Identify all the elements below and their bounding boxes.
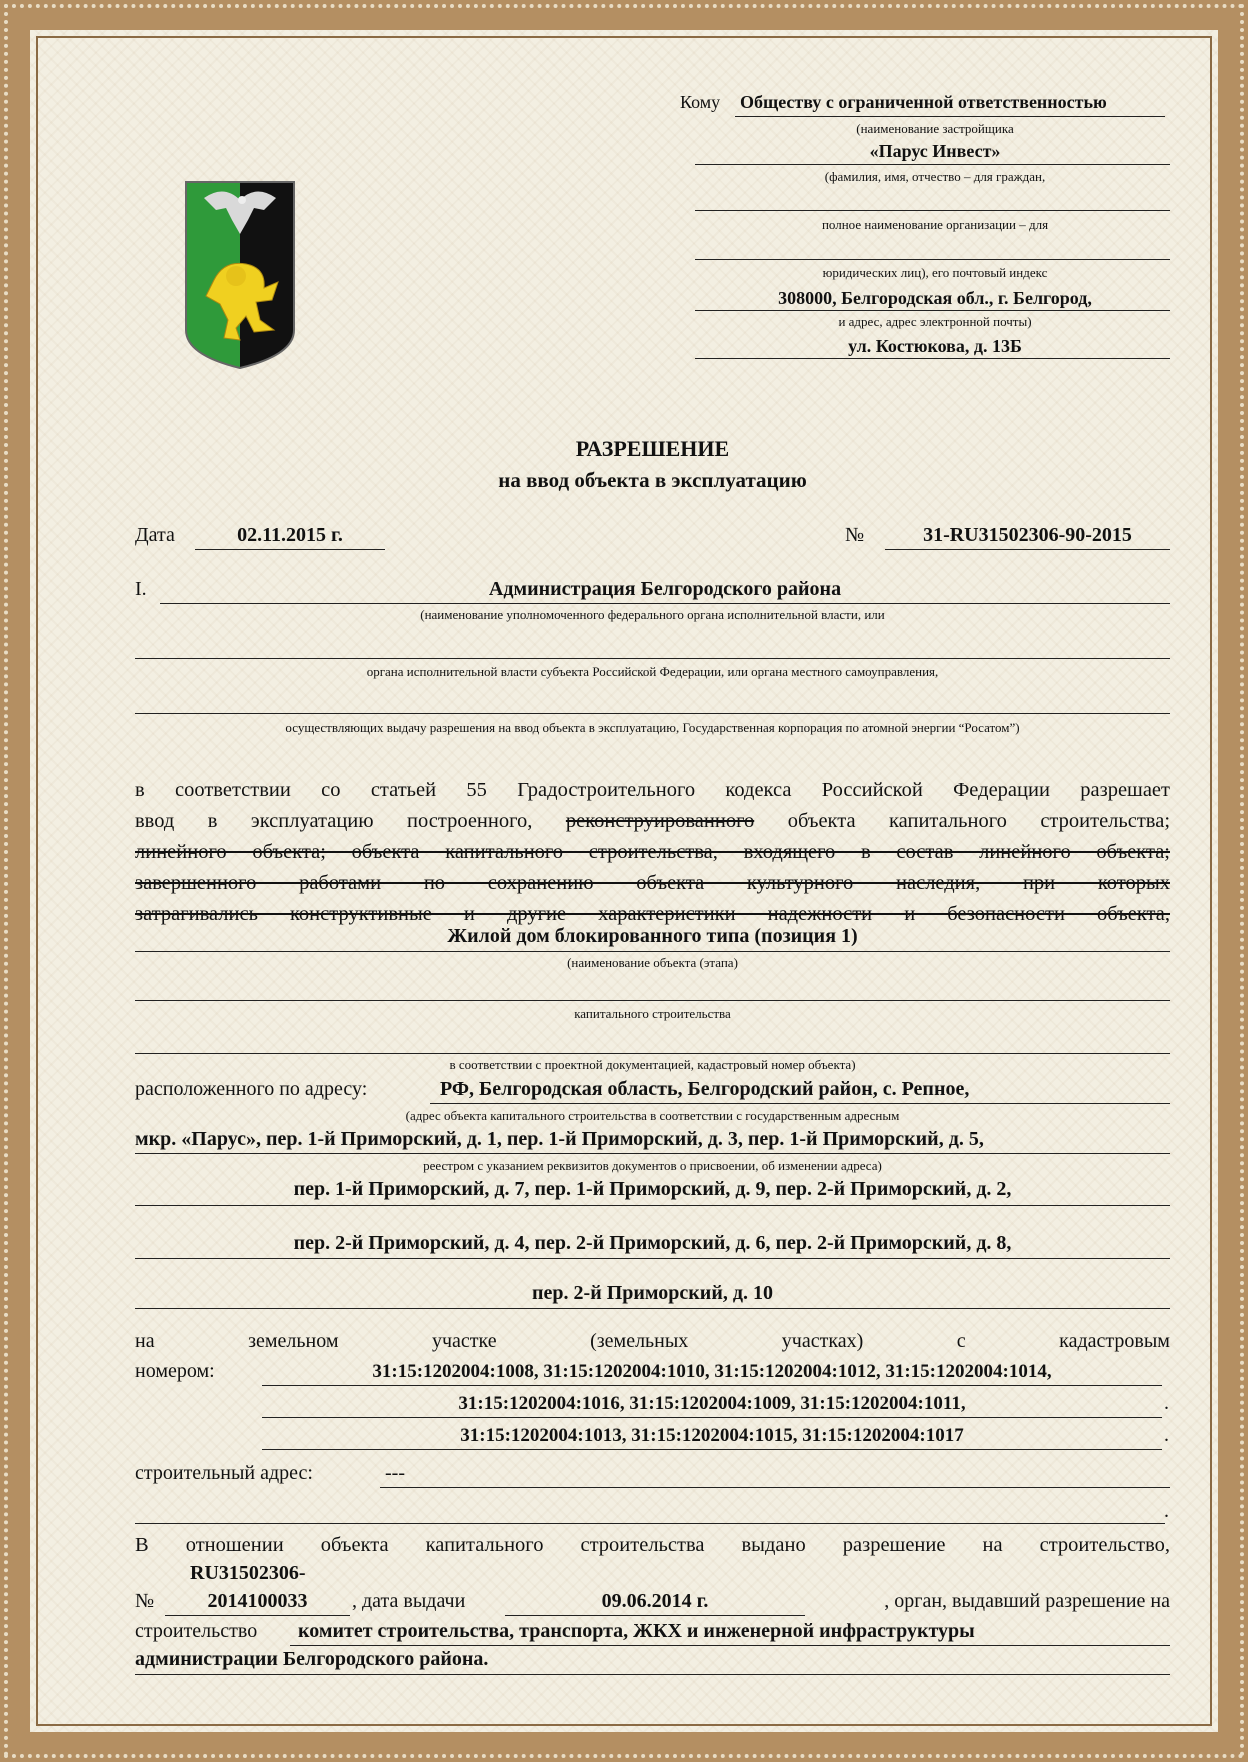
- recipient-underline-2: [695, 164, 1170, 165]
- address-underline-5: [135, 1308, 1170, 1309]
- address-underline-4: [135, 1258, 1170, 1259]
- address-line-2: мкр. «Парус», пер. 1-й Приморский, д. 1, пер. 1-й Приморский, д. 3, пер. 1-й Приморский, д. 5,: [135, 1128, 984, 1150]
- recipient-caption-4: юридических лиц), его почтовый индекс: [822, 265, 1048, 280]
- body-line-4-struck: завершенного работами по сохранению объекта культурного наследия, при которых: [135, 872, 1170, 894]
- authority-name: Администрация Белгородского района: [488, 578, 842, 600]
- permit-line-1: В отношении объекта капитального строительства выдано разрешение на строительство,: [135, 1534, 1170, 1556]
- permit-org-label: , орган, выдавший разрешение на: [884, 1590, 1170, 1612]
- address-caption-2: реестром с указанием реквизитов документов о присвоении, об изменении адреса): [423, 1158, 882, 1173]
- number-value: 31-RU31502306-90-2015: [923, 524, 1132, 546]
- body-line-3-struck: линейного объекта; объекта капитального строительства, входящего в состав линейного объекта;: [135, 841, 1170, 863]
- permit-date-value: 09.06.2014 г.: [601, 1590, 709, 1612]
- permit-org-line-2: администрации Белгородского района.: [135, 1648, 489, 1670]
- land-word-4: (земельных: [590, 1330, 689, 1352]
- body-line-2: [135, 806, 1170, 837]
- cadastral-line-3: 31:15:1202004:1013, 31:15:1202004:1015, 31:15:1202004:1017: [460, 1425, 964, 1446]
- permit-number-underline: [165, 1615, 350, 1616]
- address-line-4: пер. 2-й Приморский, д. 4, пер. 2-й Приморский, д. 6, пер. 2-й Приморский, д. 8,: [293, 1232, 1012, 1254]
- recipient-underline-4: [695, 259, 1170, 260]
- object-caption-3: в соответствии с проектной документацией, кадастровый номер объекта): [449, 1057, 856, 1072]
- recipient-underline-3: [695, 210, 1170, 211]
- address-underline-2: [135, 1153, 1170, 1154]
- address-caption-1: (адрес объекта капитального строительства в соответствии с государственным адресным: [405, 1108, 900, 1123]
- recipient-underline-5: [695, 310, 1170, 311]
- land-word-5: участках): [781, 1330, 864, 1352]
- cadastral-dot-2: .: [1164, 1392, 1169, 1414]
- date-value: 02.11.2015 г.: [237, 524, 343, 546]
- permit-org-line-1: комитет строительства, транспорта, ЖКХ и инженерной инфраструктуры: [298, 1620, 975, 1642]
- recipient-address-line1: 308000, Белгородская обл., г. Белгород,: [778, 288, 1092, 308]
- body-line-5-struck: затрагивались конструктивные и другие характеристики надежности и безопасности объекта,: [135, 903, 1170, 925]
- address-line-5: пер. 2-й Приморский, д. 10: [532, 1282, 773, 1304]
- permit-org-prefix: строительство: [135, 1620, 258, 1642]
- body-line-2-c: объекта капитального строительства;: [787, 810, 1171, 832]
- construction-address-label: строительный адрес:: [135, 1462, 313, 1484]
- authority-underline-3: [135, 713, 1170, 714]
- recipient-label: Кому: [680, 92, 721, 112]
- authority-caption-2: органа исполнительной власти субъекта Российской Федерации, или органа местного самоуправления,: [366, 664, 939, 679]
- cadastral-label: номером:: [135, 1360, 215, 1382]
- address-underline-3: [135, 1205, 1170, 1206]
- body-line-1: в соответствии со статьей 55 Градостроительного кодекса Российской Федерации разрешает: [135, 779, 1170, 801]
- permit-date-label: , дата выдачи: [352, 1590, 466, 1612]
- cadastral-underline-2: [262, 1417, 1162, 1418]
- permit-number-label: №: [135, 1590, 155, 1612]
- construction-address-dot: .: [1164, 1500, 1169, 1522]
- coat-of-arms: [184, 180, 296, 370]
- recipient-underline-6: [695, 358, 1170, 359]
- construction-address-underline-1: [380, 1487, 1170, 1488]
- recipient-underline-1: [735, 116, 1165, 117]
- recipient-org-line1: Обществу с ограниченной ответственностью: [740, 92, 1107, 112]
- cadastral-underline-3: [262, 1449, 1162, 1450]
- land-word-7: кадастровым: [1059, 1330, 1170, 1352]
- recipient-caption-2: (фамилия, имя, отчество – для граждан,: [824, 169, 1046, 184]
- object-name: Жилой дом блокированного типа (позиция 1): [447, 925, 858, 947]
- authority-underline-2: [135, 658, 1170, 659]
- construction-address-value: ---: [385, 1462, 405, 1484]
- date-label: Дата: [135, 524, 175, 546]
- recipient-caption-3: полное наименование организации – для: [821, 217, 1049, 232]
- authority-underline-1: [160, 603, 1170, 604]
- cadastral-dot-3: .: [1164, 1424, 1169, 1446]
- object-caption-1: (наименование объекта (этапа): [567, 955, 738, 970]
- recipient-address-line2: ул. Костюкова, д. 13Б: [848, 336, 1022, 356]
- object-caption-2: капитального строительства: [574, 1006, 731, 1021]
- document-subtitle: на ввод объекта в эксплуатацию: [498, 468, 807, 492]
- object-underline-1: [135, 951, 1170, 952]
- recipient-caption-5: и адрес, адрес электронной почты): [838, 314, 1032, 329]
- number-underline: [885, 549, 1170, 550]
- address-underline-1: [430, 1103, 1170, 1104]
- construction-address-underline-2: [135, 1523, 1165, 1524]
- permit-org-underline-2: [135, 1674, 1170, 1675]
- coat-of-arms-icon: [184, 180, 296, 370]
- authority-caption-1: (наименование уполномоченного федерального органа исполнительной власти, или: [420, 607, 885, 622]
- object-underline-2: [135, 1000, 1170, 1001]
- land-word-3: участке: [431, 1330, 497, 1352]
- permit-date-underline: [505, 1615, 805, 1616]
- object-underline-3: [135, 1053, 1170, 1054]
- cadastral-line-1: 31:15:1202004:1008, 31:15:1202004:1010, 31:15:1202004:1012, 31:15:1202004:1014,: [372, 1361, 1052, 1382]
- authority-caption-3: осуществляющих выдачу разрешения на ввод объекта в эксплуатацию, Государственная корпорация по атомной энергии “Росатом”): [285, 720, 1020, 735]
- permit-number-part1: RU31502306-: [190, 1562, 306, 1584]
- recipient-org-line2: «Парус Инвест»: [869, 141, 1001, 161]
- land-word-1: на: [135, 1330, 155, 1352]
- body-line-2-a: ввод в эксплуатацию построенного,: [135, 810, 533, 832]
- number-label: №: [845, 524, 865, 546]
- date-underline: [195, 549, 385, 550]
- land-intro: [135, 1330, 1170, 1353]
- address-label: расположенного по адресу:: [135, 1078, 368, 1100]
- land-word-6: с: [956, 1330, 966, 1352]
- document-title: РАЗРЕШЕНИЕ: [575, 436, 730, 461]
- permit-org-underline-1: [290, 1645, 1170, 1646]
- address-line-1: РФ, Белгородская область, Белгородский район, с. Репное,: [440, 1078, 970, 1100]
- cadastral-line-2: 31:15:1202004:1016, 31:15:1202004:1009, 31:15:1202004:1011,: [458, 1393, 966, 1414]
- land-word-2: земельном: [248, 1330, 339, 1352]
- cadastral-underline-1: [262, 1385, 1162, 1386]
- recipient-caption-1: (наименование застройщика: [856, 121, 1014, 136]
- body-line-2-struck: реконструированного: [565, 810, 755, 832]
- section-number: I.: [135, 578, 147, 600]
- permit-number-part2: 2014100033: [207, 1590, 308, 1612]
- address-line-3: пер. 1-й Приморский, д. 7, пер. 1-й Приморский, д. 9, пер. 2-й Приморский, д. 2,: [293, 1178, 1012, 1200]
